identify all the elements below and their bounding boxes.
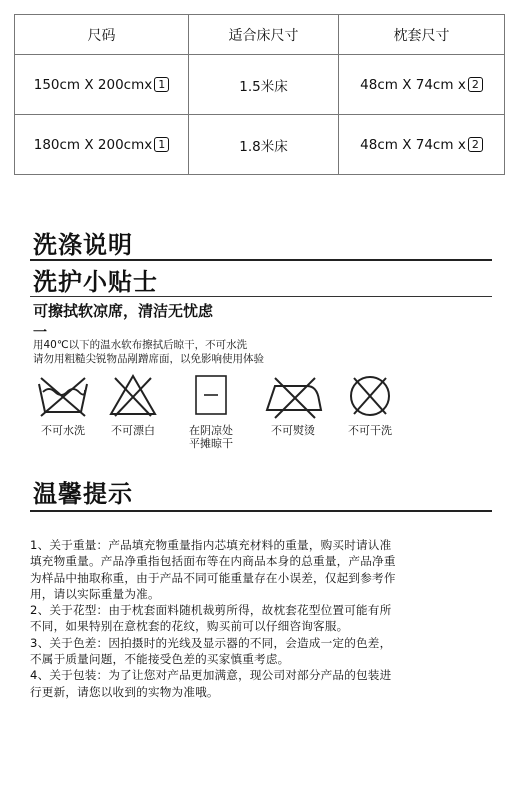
- no-bleach-label: 不可漂白: [111, 424, 155, 437]
- times-symbol: x: [457, 136, 466, 153]
- divider: [30, 259, 492, 261]
- pillow-cell: [339, 55, 505, 115]
- shade-dry-label: 在阴凉处 平摊晾干: [189, 424, 233, 450]
- tip-line: 1、关于重量：产品填充物重量指内芯填充材料的重量，购买时请认准: [30, 538, 392, 552]
- tip-line: 4、关于包装：为了让您对产品更加满意，现公司对部分产品的包装进: [30, 668, 392, 683]
- tip-line: 2、关于花型：由于枕套面料随机裁剪所得，故枕套花型位置可能有所: [30, 603, 392, 618]
- header-size: 尺码: [15, 15, 189, 55]
- shade-dry-icon: [180, 370, 240, 420]
- divider: [30, 296, 492, 297]
- header-pillow-size: 枕套尺寸: [339, 15, 505, 55]
- care-tips-title: 洗护小贴士: [33, 268, 158, 296]
- size-value: 180cm X 200cm: [33, 136, 145, 153]
- no-wash-icon: [33, 370, 93, 420]
- warm-tips-title: 温馨提示: [33, 480, 133, 508]
- table-header-row: [15, 15, 505, 55]
- tip-line: 用，请以实际重量为准。: [30, 586, 160, 601]
- size-cell: [15, 115, 189, 175]
- tip-line: 3、关于色差：因拍摄时的光线及显示器的不同，会造成一定的色差，: [30, 635, 392, 650]
- tip-line: 不同，如果特别在意枕套的花纹，购买前可以仔细咨询客服。: [30, 619, 349, 634]
- no-iron-label: 不可熨烫: [271, 424, 315, 437]
- no-bleach-icon: [103, 370, 163, 420]
- dash-mark: 一: [33, 325, 47, 341]
- no-wash-label: 不可水洗: [41, 424, 85, 437]
- care-note-line: 请勿用粗糙尖锐物品剐蹭席面，以免影响使用体验: [33, 353, 264, 365]
- tip-line: 不属于质量问题，不能接受色差的买家慎重考虑。: [30, 652, 290, 667]
- size-value: 150cm X 200cm: [33, 76, 145, 93]
- times-symbol: x: [144, 76, 153, 93]
- size-count-badge: 1: [154, 77, 169, 92]
- bed-cell: 1.8米床: [189, 115, 339, 175]
- pillow-value: 48cm X 74cm: [360, 136, 454, 153]
- tip-line: 填充物重量。产品净重指包括面布等在内商品本身的总重量，产品净重: [30, 554, 396, 569]
- table-row: [15, 115, 505, 175]
- no-dry-clean-label: 不可干洗: [348, 424, 392, 437]
- no-dry-clean-icon: [340, 370, 400, 420]
- care-subtitle: 可擦拭软凉席，清洁无忧虑: [33, 302, 214, 320]
- size-cell: [15, 55, 189, 115]
- times-symbol: x: [457, 76, 466, 93]
- divider: [30, 510, 492, 512]
- times-symbol: x: [144, 136, 153, 153]
- tip-line: 为样品中抽取称重，由于产品不同可能重量存在小误差，仅起到参考作: [30, 570, 396, 585]
- bed-cell: 1.5米床: [189, 55, 339, 115]
- pillow-value: 48cm X 74cm: [360, 76, 454, 93]
- care-note-line: 用40℃以下的温水软布擦拭后晾干，不可水洗: [33, 339, 248, 351]
- no-iron-icon: [263, 370, 323, 420]
- size-table: [14, 14, 505, 175]
- wash-instructions-title: 洗涤说明: [33, 231, 133, 259]
- size-count-badge: 1: [154, 137, 169, 152]
- pillow-count-badge: 2: [468, 77, 483, 92]
- pillow-cell: [339, 115, 505, 175]
- warm-tips-text: [30, 537, 492, 700]
- tip-line: 行更新，请您以收到的实物为准哦。: [30, 684, 219, 699]
- header-bed-size: 适合床尺寸: [189, 15, 339, 55]
- pillow-count-badge: 2: [468, 137, 483, 152]
- table-row: [15, 55, 505, 115]
